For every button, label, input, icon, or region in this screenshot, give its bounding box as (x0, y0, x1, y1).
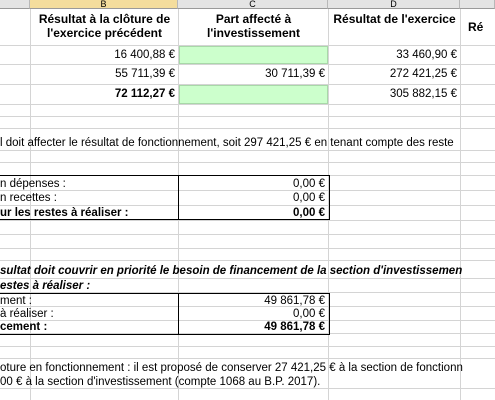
gridline (0, 346, 495, 347)
cell-c-row3[interactable] (179, 85, 328, 104)
gridline (0, 260, 495, 261)
besoin-row2-label[interactable]: à réaliser : (0, 308, 54, 320)
gridline (0, 116, 495, 117)
gridline (0, 358, 495, 359)
cell-d-row1[interactable]: 33 460,90 € (396, 49, 457, 61)
restes-solde-label[interactable]: ur les restes à réaliser : (0, 207, 129, 219)
section-besoin-line2[interactable]: estes à réaliser : (0, 280, 91, 292)
cell-b-row3-total[interactable]: 72 112,27 € (114, 88, 175, 100)
gridline (0, 128, 495, 129)
restes-solde-value[interactable]: 0,00 € (293, 207, 325, 219)
gridline (0, 150, 495, 151)
gridline (0, 234, 495, 235)
besoin-row3-label[interactable]: cement : (0, 321, 48, 333)
section-besoin-line1[interactable]: sultat doit couvrir en priorité le besoin de financement de la section d'investissemen (0, 265, 463, 277)
besoin-row1-value[interactable]: 49 861,78 € (264, 295, 325, 307)
restes-recettes-label[interactable]: n recettes : (0, 192, 57, 204)
cell-c-row2[interactable]: 30 711,39 € (265, 68, 325, 80)
column-header-d[interactable]: D (328, 0, 460, 9)
cell-d-row2[interactable]: 272 421,25 € (389, 68, 457, 80)
cell-c-row1[interactable] (179, 46, 328, 64)
restes-depenses-value[interactable]: 0,00 € (293, 178, 325, 190)
gridline (0, 248, 495, 249)
cell-b-row2[interactable]: 55 711,39 € (115, 68, 175, 80)
cell-d-row3[interactable]: 305 882,15 € (389, 88, 457, 100)
besoin-row2-value[interactable]: 0,00 € (293, 308, 325, 320)
gridline (0, 220, 495, 221)
besoin-row1-label[interactable]: ment : (0, 295, 32, 307)
footer-line1[interactable]: oture en fonctionnement : il est proposé de conserver 27 421,25 € à la section de fonctionn (0, 362, 463, 374)
cell-b-row1[interactable]: 16 400,88 € (114, 49, 175, 61)
column-header-b[interactable]: B (30, 0, 178, 9)
header-cell-previous-result[interactable]: Résultat à la clôture de l'exercice précédent (38, 12, 171, 40)
header-cell-truncated[interactable]: Ré (468, 20, 484, 34)
note-affectation[interactable]: l doit affecter le résultat de fonctionnement, soit 297 421,25 € en tenant compte des reste (0, 137, 454, 149)
gridline (0, 104, 495, 105)
column-header-e[interactable] (460, 0, 495, 9)
restes-depenses-label[interactable]: n dépenses : (0, 178, 66, 190)
header-cell-investment-share[interactable]: Part affecté à l'investissement (207, 12, 300, 40)
besoin-row3-value[interactable]: 49 861,78 € (264, 321, 325, 333)
header-cell-year-result[interactable]: Résultat de l'exercice (333, 12, 456, 26)
gridline (0, 162, 495, 163)
footer-line2[interactable]: 00 € à la section d'investissement (compte 1068 au B.P. 2017). (0, 376, 321, 388)
restes-recettes-value[interactable]: 0,00 € (293, 192, 325, 204)
column-header-c[interactable]: C (178, 0, 328, 9)
column-header-a[interactable] (0, 0, 30, 9)
